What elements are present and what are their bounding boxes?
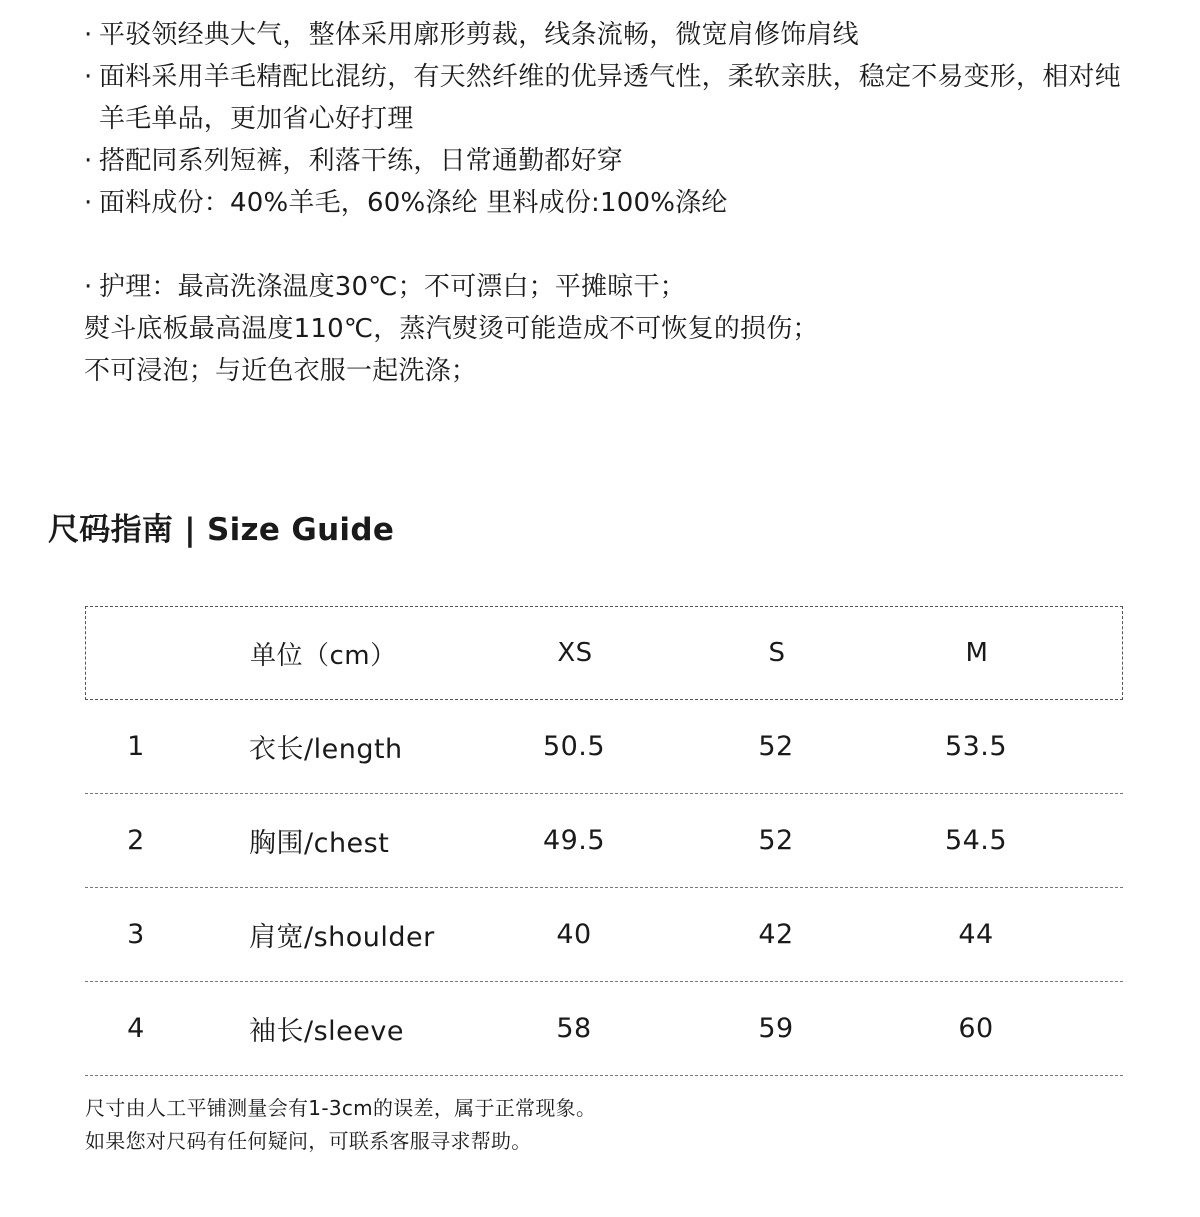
unit-header: 单位（cm） xyxy=(250,640,397,671)
description-bullet xyxy=(84,56,1134,140)
care-line: 不可浸泡；与近色衣服一起洗涤； xyxy=(84,356,478,386)
value-m: 53.5 xyxy=(944,731,1008,762)
size-header-s: S xyxy=(768,638,786,668)
value-s: 59 xyxy=(758,1013,794,1044)
value-xs: 58 xyxy=(556,1013,592,1044)
table-row xyxy=(85,794,1123,888)
row-index: 4 xyxy=(127,1013,145,1044)
care-bullet xyxy=(84,266,1134,308)
care-line: 熨斗底板最高温度110℃，蒸汽熨烫可能造成不可恢复的损伤； xyxy=(84,314,819,344)
size-table xyxy=(85,606,1123,1076)
product-description xyxy=(84,14,1134,224)
value-s: 42 xyxy=(758,919,794,950)
description-bullet xyxy=(84,182,1134,224)
value-s: 52 xyxy=(758,825,794,856)
care-instructions xyxy=(84,266,1134,392)
description-text: 面料成份：40%羊毛，60%涤纶 里料成份:100%涤纶 xyxy=(99,188,728,218)
note-line: 如果您对尺码有任何疑问，可联系客服寻求帮助。 xyxy=(85,1129,532,1153)
size-notes xyxy=(85,1092,596,1158)
bullet-mark: · xyxy=(84,146,93,176)
description-text: 面料采用羊毛精配比混纺，有天然纤维的优异透气性，柔软亲肤，稳定不易变形，相对纯羊毛单品，更加省心好打理 xyxy=(99,62,1121,134)
size-header-xs: XS xyxy=(557,638,593,668)
bullet-mark: · xyxy=(84,20,93,50)
bullet-mark: · xyxy=(84,188,93,218)
table-row xyxy=(85,888,1123,982)
description-bullet xyxy=(84,14,1134,56)
size-guide-title: 尺码指南 | Size Guide xyxy=(48,512,395,548)
description-text: 搭配同系列短裤，利落干练，日常通勤都好穿 xyxy=(99,146,624,176)
measurement-name: 袖长/sleeve xyxy=(249,1016,404,1047)
table-row xyxy=(85,700,1123,794)
size-table-header xyxy=(85,606,1123,700)
value-xs: 50.5 xyxy=(542,731,606,762)
care-line: 护理：最高洗涤温度30℃；不可漂白；平摊晾干； xyxy=(99,272,686,302)
note-line: 尺寸由人工平铺测量会有1-3cm的误差，属于正常现象。 xyxy=(85,1096,597,1120)
bullet-mark: · xyxy=(84,272,93,302)
value-xs: 49.5 xyxy=(542,825,606,856)
value-m: 60 xyxy=(958,1013,994,1044)
measurement-name: 衣长/length xyxy=(249,734,403,765)
measurement-name: 胸围/chest xyxy=(249,828,390,859)
bullet-mark: · xyxy=(84,62,93,92)
value-s: 52 xyxy=(758,731,794,762)
table-row xyxy=(85,982,1123,1076)
size-header-m: M xyxy=(965,638,989,668)
row-index: 1 xyxy=(127,731,145,762)
value-m: 54.5 xyxy=(944,825,1008,856)
row-index: 3 xyxy=(127,919,145,950)
value-m: 44 xyxy=(958,919,994,950)
description-text: 平驳领经典大气，整体采用廓形剪裁，线条流畅，微宽肩修饰肩线 xyxy=(99,20,859,50)
row-index: 2 xyxy=(127,825,145,856)
measurement-name: 肩宽/shoulder xyxy=(249,922,435,953)
description-bullet xyxy=(84,140,1134,182)
value-xs: 40 xyxy=(556,919,592,950)
